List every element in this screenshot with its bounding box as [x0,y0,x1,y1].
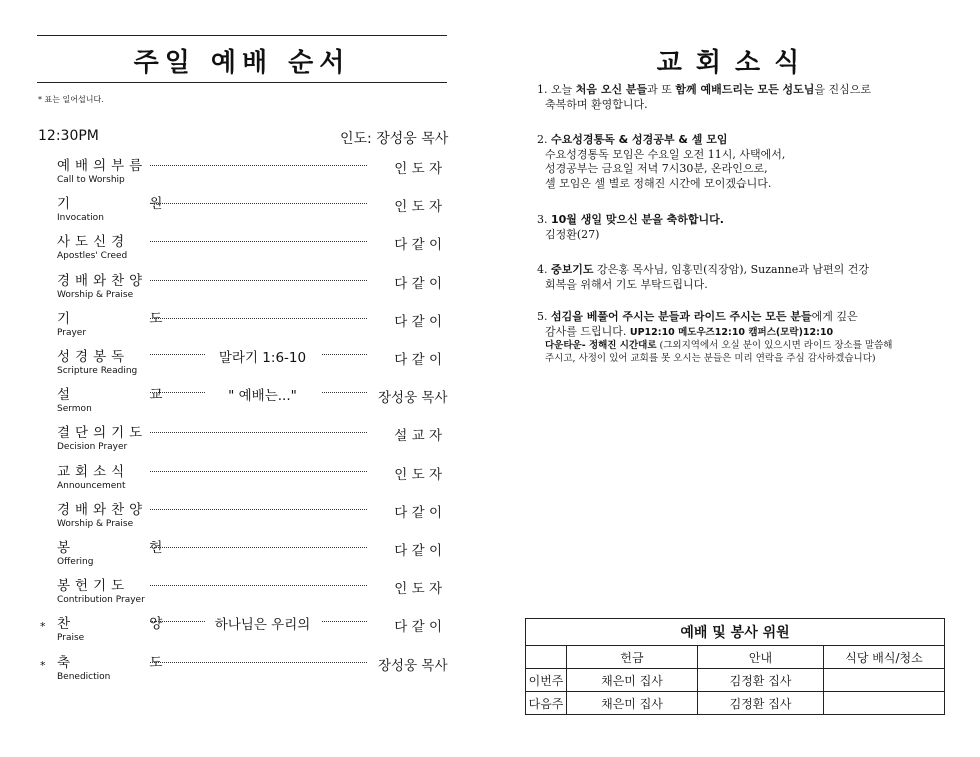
item-english: Sermon [57,404,92,414]
leader-dots [150,509,367,510]
leader-dots [150,354,205,355]
item-detail: 하나님은 우리의 [214,617,311,633]
ann5-bold: 섬김을 베풀어 주시는 분들과 라이드 주시는 모든 분들 [551,310,812,323]
item-role: 다 같 이 [394,619,442,635]
item-role: 장성웅 목사 [378,658,448,674]
item-title: 사도신경 [57,234,130,250]
announcement-4 [537,263,942,292]
item-role: 다 같 이 [394,314,442,330]
ann1-bold2: 함께 예배드리는 모든 성도님 [675,83,815,96]
item-english: Decision Prayer [57,442,128,452]
worship-order-title: 주일 예배 순서 [133,48,351,78]
item-title: 기 도 [57,311,168,327]
item-english: Contribution Prayer [57,595,145,605]
table-row [526,669,945,692]
ann2-line3: 성경공부는 금요일 저녁 7시30분, 온라인으로, [545,162,768,175]
leader-dots [322,392,367,393]
ann5-text: 에게 깊은 [811,310,858,323]
ann5-num: 5. [537,310,551,323]
ann4-num: 4. [537,263,551,276]
announcement-3 [537,213,942,242]
announcement-5 [537,310,942,365]
ann5-ride-times: UP12:10 메도우즈12:10 캠퍼스(모락)12:10 [629,326,834,338]
ann2-num: 2. [537,133,551,146]
ann4-line2: 회복을 위해서 기도 부탁드립니다. [545,277,708,291]
leader-dots [150,585,367,586]
item-english: Benediction [57,672,111,682]
item-title: 봉헌기도 [57,578,130,594]
standing-mark: * [40,620,46,633]
item-role: 인 도 자 [394,581,442,597]
service-time: 12:30PM [38,128,99,144]
item-detail: 말라기 1:6-10 [218,350,307,366]
ann1-line2: 축복하며 환영합니다. [545,97,648,111]
header-blank [526,646,567,669]
ann2-line4: 셀 모임은 셀 별로 정해진 시간에 모이겠습니다. [545,176,772,190]
standing-note: * 표는 일어섭니다. [38,95,104,104]
leader-dots [322,621,367,622]
leader-dots [150,471,367,472]
item-english: Invocation [57,213,104,223]
item-english: Announcement [57,481,126,491]
service-volunteers-table [525,618,945,715]
item-english: Worship & Praise [57,290,134,300]
row-kitchen [824,692,945,715]
item-title: 기 원 [57,196,168,212]
leader-dots [150,432,367,433]
leader-dots [150,662,367,663]
ann1-text: 과 또 [647,83,676,96]
item-english: Worship & Praise [57,519,134,529]
ann2-heading: 수요성경통독 & 성경공부 & 셀 모임 [551,133,728,146]
leader-dots [150,621,205,622]
service-leader: 인도: 장성웅 목사 [340,131,449,147]
ann3-text: 맞으신 분을 축하합니다. [602,213,724,226]
item-title: 예배의부름 [57,158,148,174]
item-role: 다 같 이 [394,505,442,521]
item-title: 성경봉독 [57,349,130,365]
item-english: Call to Worship [57,175,125,185]
item-role: 인 도 자 [394,467,442,483]
item-title: 경배와찬양 [57,502,148,518]
item-title: 찬 양 [57,616,168,632]
church-news-title: 교회소식 [656,48,814,78]
row-offering: 채은미 집사 [567,692,698,715]
standing-mark: * [40,659,46,672]
ann4-text: 강은홍 목사님, 임홍민(직장암), Suzanne과 남편의 건강 [593,263,869,276]
row-offering: 채은미 집사 [567,669,698,692]
item-detail: " 예배는..." [228,388,297,404]
item-title: 설 교 [57,387,168,403]
ann3-bold: 10월 생일 [551,213,603,226]
item-role: 인 도 자 [394,199,442,215]
item-english: Offering [57,557,94,567]
ann1-bold1: 처음 오신 분들 [575,83,648,96]
ann5-downtown: 다운타운- 정해진 시간대로 [545,340,657,351]
table-row [526,692,945,715]
ann5-line3: (그외지역에서 오실 분이 있으시면 라이드 장소를 말씀해 [656,340,893,351]
item-role: 다 같 이 [394,276,442,292]
leader-dots [150,280,367,281]
ann3-line2: 김정환(27) [545,227,600,241]
ann5-line4: 주시고, 사정이 있어 교회를 못 오시는 분들은 미리 연락을 주심 감사하겠습니다) [545,353,876,364]
header-kitchen: 식당 배식/청소 [824,646,945,669]
row-label: 이번주 [526,669,567,692]
item-english: Apostles' Creed [57,251,128,261]
item-title: 봉 헌 [57,540,168,556]
item-title: 경배와찬양 [57,273,148,289]
header-guide: 안내 [698,646,824,669]
item-english: Praise [57,633,85,643]
leader-dots [150,392,205,393]
top-rule [37,35,447,36]
ann5-line2a: 감사를 드립니다. [545,324,630,338]
announcement-1 [537,83,942,112]
row-guide: 김정환 집사 [698,669,824,692]
item-role: 장성웅 목사 [378,390,448,406]
ann2-line2: 수요성경통독 모임은 수요일 오전 11시, 사택에서, [545,147,786,161]
item-role: 인 도 자 [394,161,442,177]
ann1-text2: 을 진심으로 [814,83,872,96]
leader-dots [150,241,367,242]
announcement-2 [537,133,942,191]
item-title: 결단의기도 [57,425,148,441]
ann3-num: 3. [537,213,551,226]
item-role: 다 같 이 [394,237,442,253]
leader-dots [322,354,367,355]
leader-dots [150,165,367,166]
header-offering: 헌금 [567,646,698,669]
item-title: 축 도 [57,655,168,671]
leader-dots [150,203,367,204]
item-english: Prayer [57,328,87,338]
item-role: 다 같 이 [394,543,442,559]
title-underline [37,82,447,83]
leader-dots [150,318,367,319]
item-role: 설 교 자 [394,428,442,444]
item-title: 교회소식 [57,464,130,480]
ann4-bold: 중보기도 [551,263,594,276]
table-title: 예배 및 봉사 위원 [526,619,945,646]
row-label: 다음주 [526,692,567,715]
row-kitchen [824,669,945,692]
ann1-num: 1. 오늘 [537,83,576,96]
row-guide: 김정환 집사 [698,692,824,715]
leader-dots [150,547,367,548]
item-english: Scripture Reading [57,366,138,376]
item-role: 다 같 이 [394,352,442,368]
